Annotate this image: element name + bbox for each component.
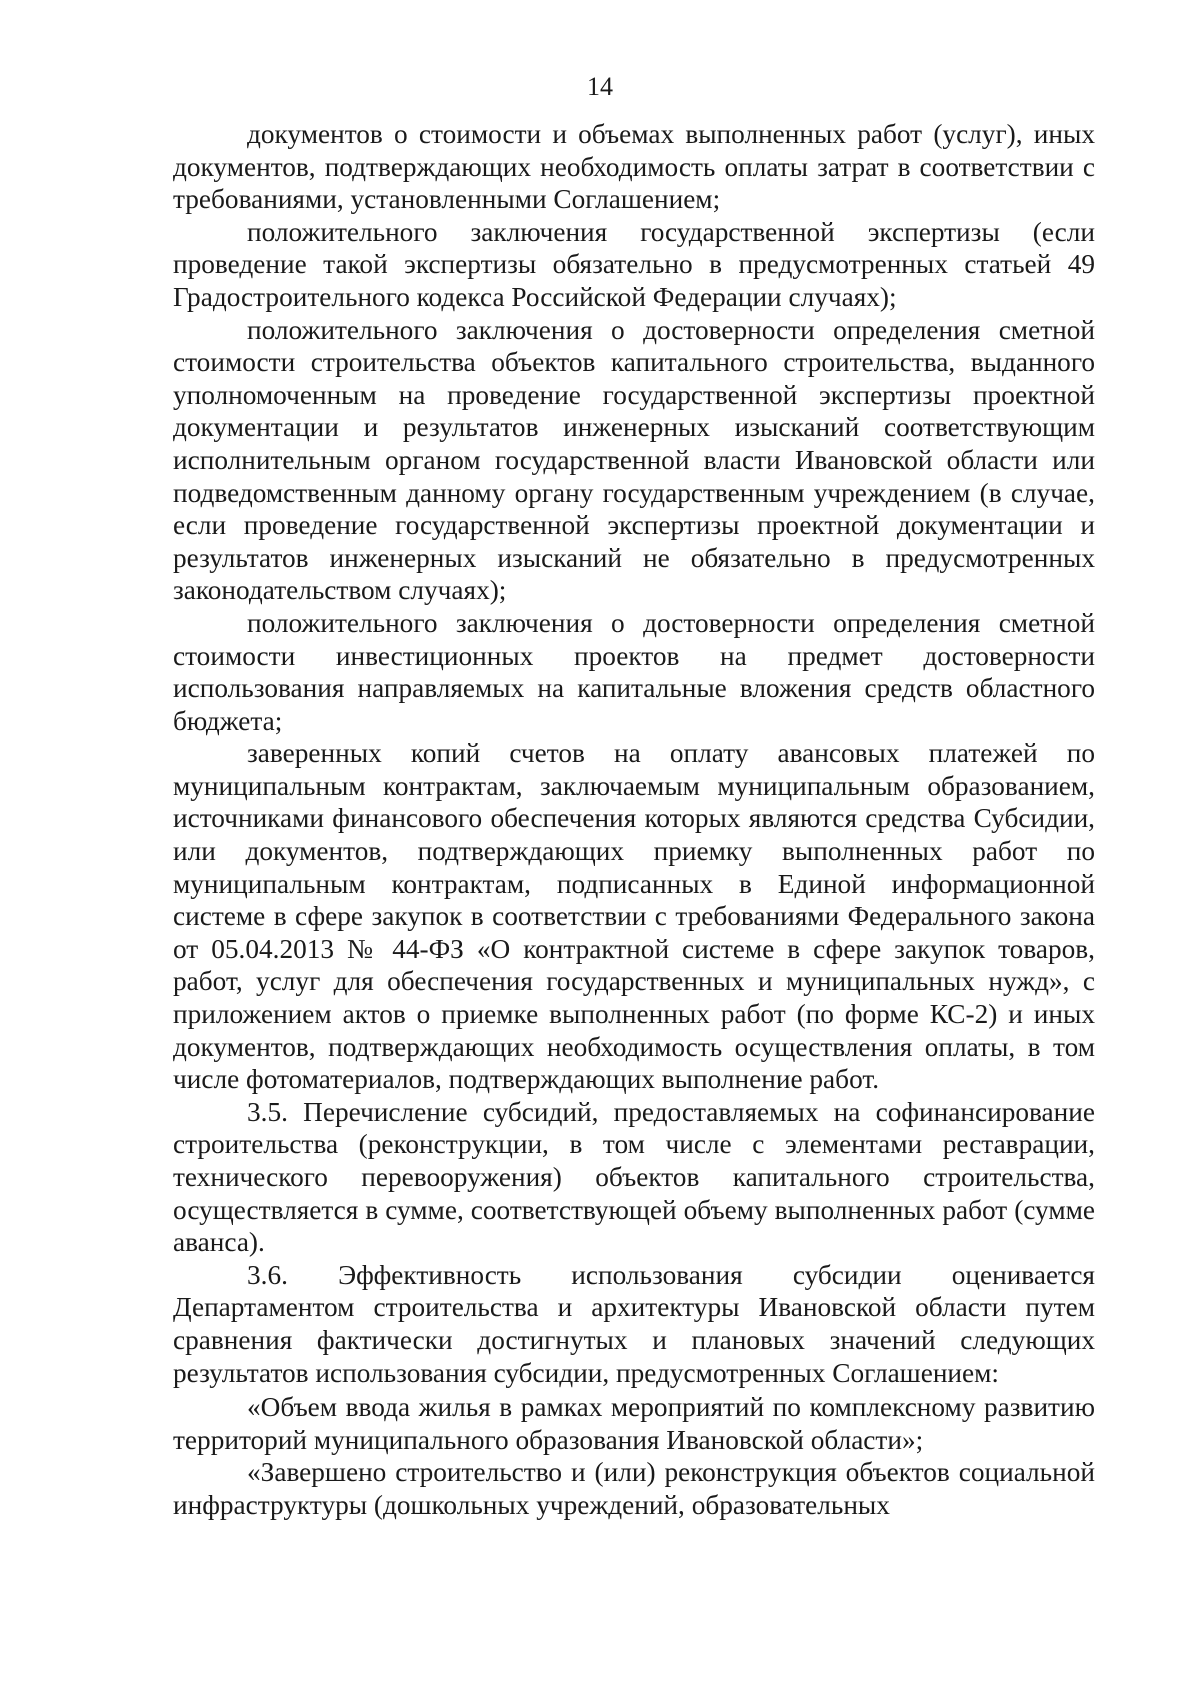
paragraph-certified-invoices: заверенных копий счетов на оплату авансовых платежей по муниципальным контрактам, заключаемым муниципальным образованием, источниками финансового обеспечения которых являются средства Субсидии, или документов, подтверждающих приемку выполненных работ по муниципальным контрактам, подписанных в Единой информационной системе в сфере закупок в соответствии с требованиями Федерального закона от 05.04.2013 № 44-ФЗ «О контрактной системе в сфере закупок товаров, работ, услуг для обеспечения государственных и муниципальных нужд», с приложением актов о приемке выполненных работ (по форме КС-2) и иных документов, подтверждающих необходимость осуществления оплаты, в том числе фотоматериалов, подтверждающих выполнение работ. xyxy=(173,738,1095,1095)
document-body xyxy=(173,118,1095,1522)
paragraph-estimate-reliability-investment: положительного заключения о достоверности определения сметной стоимости инвестиционных проектов на предмет достоверности использования направляемых на капитальные вложения средств областного бюджета; xyxy=(173,607,1095,736)
paragraph-estimate-reliability-construction: положительного заключения о достоверности определения сметной стоимости строительства объектов капитального строительства, выданного уполномоченным на проведение государственной экспертизы проектной документации и результатов инженерных изысканий соответствующим исполнительным органом государственной власти Ивановской области или подведомственным данному органу государственным учреждением (в случае, если проведение государственной экспертизы проектной документации и результатов инженерных изысканий не обязательно в предусмотренных законодательством случаях); xyxy=(173,314,1095,606)
paragraph-section-3-6: 3.6. Эффективность использования субсидии оценивается Департаментом строительства и архитектуры Ивановской области путем сравнения фактически достигнутых и плановых значений следующих результатов использования субсидии, предусмотренных Соглашением: xyxy=(173,1259,1095,1388)
paragraph-documents-cost: документов о стоимости и объемах выполненных работ (услуг), иных документов, подтверждающих необходимость оплаты затрат в соответствии с требованиями, установленными Соглашением; xyxy=(173,119,1095,215)
paragraph-section-3-5: 3.5. Перечисление субсидий, предоставляемых на софинансирование строительства (реконструкции, в том числе с элементами реставрации, технического перевооружения) объектов капитального строительства, осуществляется в сумме, соответствующей объему выполненных работ (сумме аванса). xyxy=(173,1096,1095,1258)
paragraph-result-housing: «Объем ввода жилья в рамках мероприятий по комплексному развитию территорий муниципального образования Ивановской области»; xyxy=(173,1392,1095,1455)
page-number: 14 xyxy=(587,72,613,101)
paragraph-state-expertise: положительного заключения государственной экспертизы (если проведение такой экспертизы обязательно в предусмотренных статьей 49 Градостроительного кодекса Российской Федерации случаях); xyxy=(173,216,1095,312)
paragraph-result-social-infrastructure: «Завершено строительство и (или) реконструкция объектов социальной инфраструктуры (дошкольных учреждений, образовательных xyxy=(173,1457,1095,1520)
